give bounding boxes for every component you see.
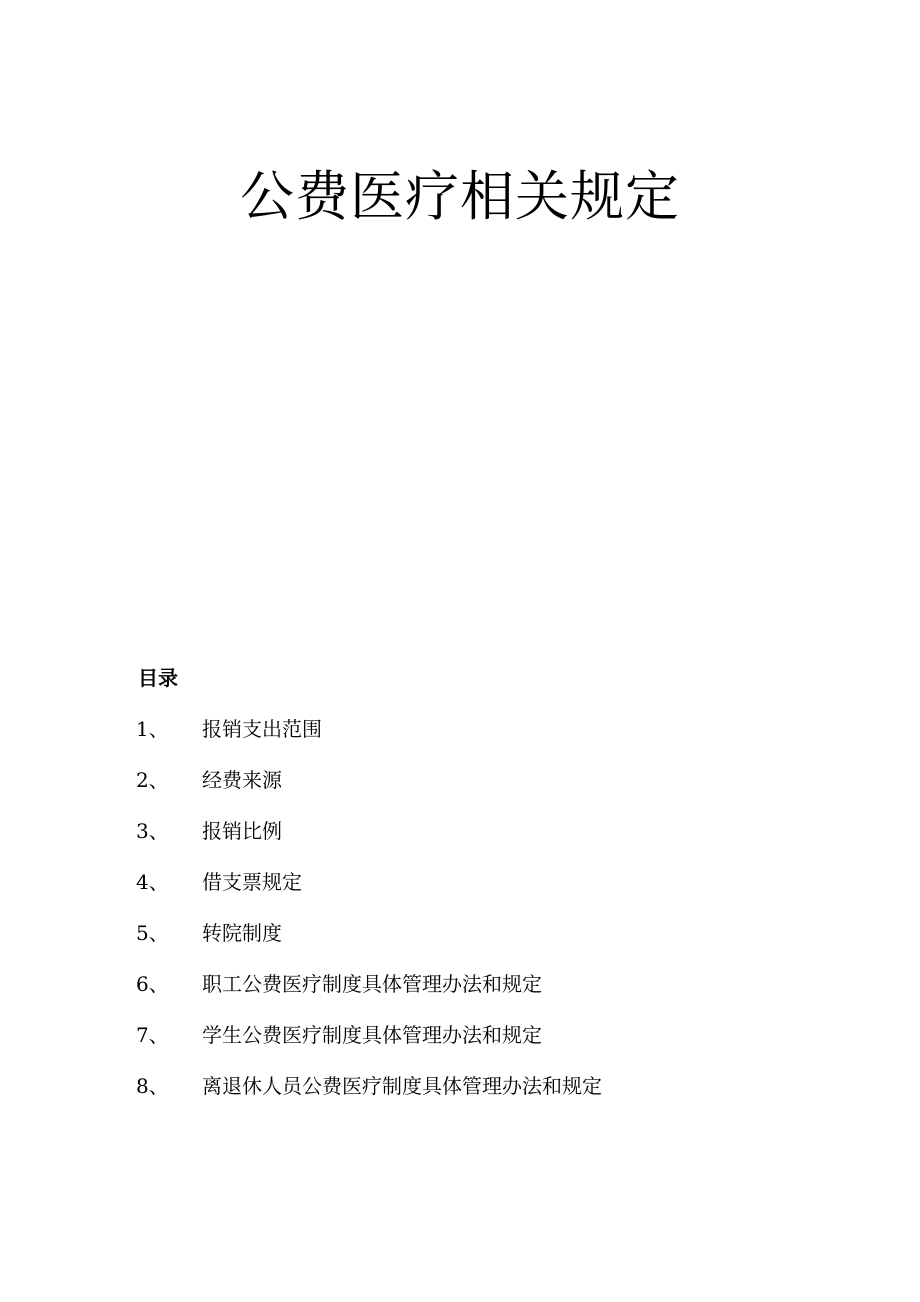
toc-item: [136, 969, 602, 1020]
toc-item: [136, 1020, 602, 1071]
toc-item-text: 离退休人员公费医疗制度具体管理办法和规定: [202, 1074, 602, 1098]
toc-item: [136, 765, 602, 816]
toc-item-number: 8、: [136, 1074, 169, 1098]
toc-item: [136, 714, 602, 765]
toc-item-number: 5、: [136, 921, 169, 945]
toc-item-number: 4、: [136, 870, 169, 894]
toc-item-text: 借支票规定: [202, 870, 302, 894]
toc-item-text: 经费来源: [202, 768, 282, 792]
toc-item-number: 7、: [136, 1023, 169, 1047]
toc-item-text: 报销比例: [202, 819, 282, 843]
toc-item-text: 学生公费医疗制度具体管理办法和规定: [202, 1023, 542, 1047]
toc-item-number: 2、: [136, 768, 169, 792]
toc-item-number: 3、: [136, 819, 169, 843]
toc-item-text: 报销支出范围: [202, 717, 322, 741]
toc-item: [136, 867, 602, 918]
toc-heading: 目录: [138, 666, 178, 690]
toc-item: [136, 816, 602, 867]
toc-item-number: 6、: [136, 972, 169, 996]
toc-item-text: 职工公费医疗制度具体管理办法和规定: [202, 972, 542, 996]
document-title: 公费医疗相关规定: [240, 165, 680, 228]
toc-item-text: 转院制度: [202, 921, 282, 945]
toc-item: [136, 1071, 602, 1122]
toc-item: [136, 918, 602, 969]
toc-item-number: 1、: [136, 717, 169, 741]
toc-list: [136, 714, 602, 1122]
